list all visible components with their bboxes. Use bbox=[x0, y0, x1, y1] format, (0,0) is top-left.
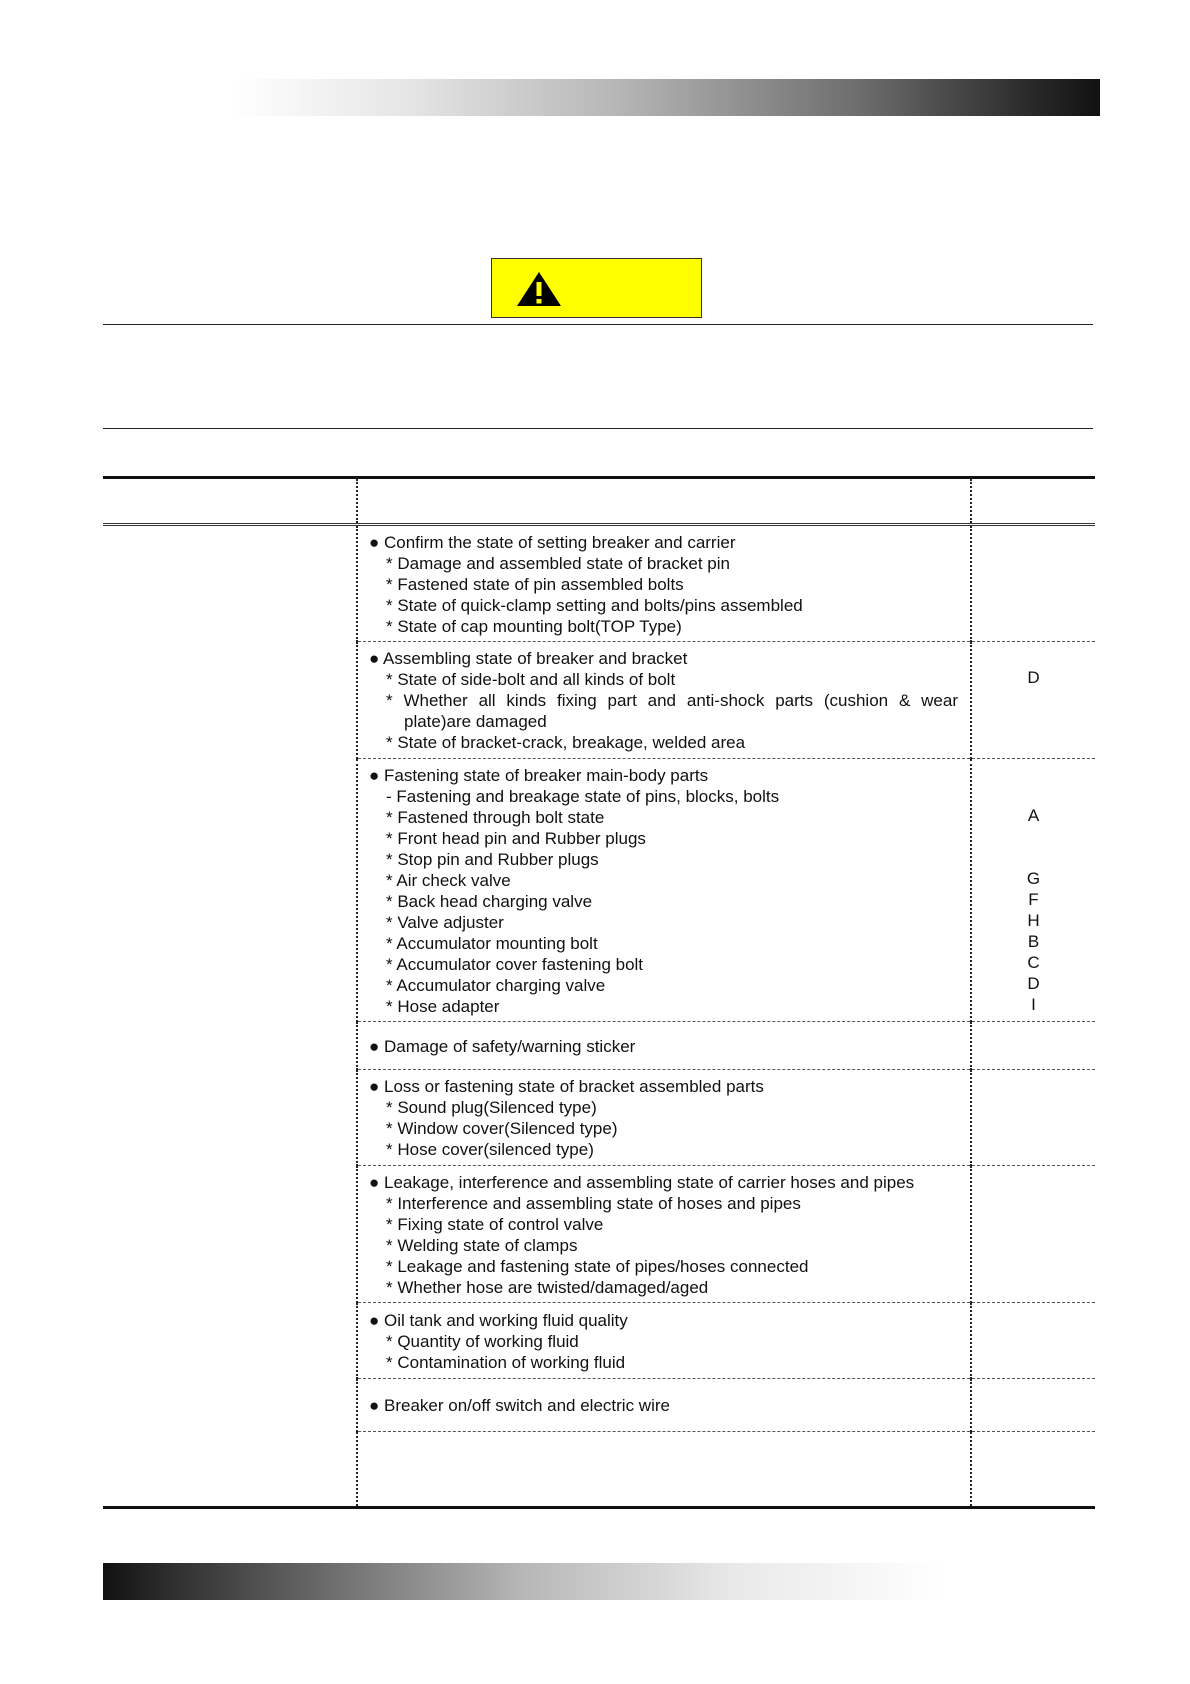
reference-code: F bbox=[1028, 890, 1039, 909]
check-item-line: * Valve adjuster bbox=[386, 912, 504, 932]
check-item-title: ● Fastening state of breaker main-body parts bbox=[369, 765, 709, 785]
check-item-title: ● Loss or fastening state of bracket assembled parts bbox=[369, 1077, 764, 1096]
reference-cell bbox=[971, 1070, 1095, 1166]
check-item-line: * Back head charging valve bbox=[386, 891, 593, 911]
check-item-line: plate)are damaged bbox=[404, 712, 547, 731]
check-item-line: * Leakage and fastening state of pipes/hoses connected bbox=[386, 1256, 809, 1276]
check-item-line: * Quantity of working fluid bbox=[386, 1331, 579, 1351]
check-item-title: ● Leakage, interference and assembling state of carrier hoses and pipes bbox=[369, 1172, 915, 1192]
header-cell bbox=[103, 478, 357, 525]
empty-cell bbox=[103, 1432, 357, 1508]
warning-triangle-icon bbox=[515, 270, 563, 308]
reference-cell bbox=[971, 1379, 1095, 1432]
check-item-line: * Damage and assembled state of bracket pin bbox=[386, 553, 730, 573]
check-item-line: * Interference and assembling state of hoses and pipes bbox=[386, 1193, 801, 1213]
footer-gradient-band bbox=[103, 1563, 945, 1600]
table-row-empty bbox=[103, 1432, 1095, 1508]
check-item-cell bbox=[357, 1070, 971, 1166]
check-item-title: ● Assembling state of breaker and bracket bbox=[369, 649, 688, 668]
check-item-line: * Accumulator charging valve bbox=[386, 975, 606, 995]
check-item-cell bbox=[357, 642, 971, 759]
caution-label bbox=[491, 258, 702, 318]
check-item-line: * Fastened state of pin assembled bolts bbox=[386, 574, 684, 594]
reference-cell bbox=[971, 759, 1095, 1022]
check-item-line: * Welding state of clamps bbox=[386, 1235, 578, 1255]
reference-cell bbox=[971, 1022, 1095, 1070]
reference-code: H bbox=[1027, 911, 1040, 930]
check-item-line: * Stop pin and Rubber plugs bbox=[386, 849, 599, 869]
reference-code: D bbox=[1027, 974, 1040, 993]
reference-cell bbox=[971, 1303, 1095, 1379]
reference-code: G bbox=[1026, 869, 1041, 888]
header-gradient-band bbox=[230, 79, 1100, 116]
header-cell bbox=[357, 478, 971, 525]
check-item-line: * Fastened through bolt state bbox=[386, 807, 605, 827]
divider-line bbox=[103, 324, 1093, 325]
check-item-line: * Window cover(Silenced type) bbox=[386, 1119, 618, 1138]
check-item-line: * State of side-bolt and all kinds of bolt bbox=[386, 670, 676, 689]
check-item-line: - Fastening and breakage state of pins, blocks, bolts bbox=[386, 786, 780, 806]
check-item-line: * Accumulator mounting bolt bbox=[386, 933, 598, 953]
check-item-cell bbox=[357, 1166, 971, 1303]
check-item-line: * Front head pin and Rubber plugs bbox=[386, 828, 646, 848]
check-item-line: * Hose adapter bbox=[386, 996, 500, 1016]
reference-code-list bbox=[972, 805, 1095, 1015]
check-item-line: * Fixing state of control valve bbox=[386, 1214, 604, 1234]
check-item-cell bbox=[357, 1303, 971, 1379]
check-item-line: * Contamination of working fluid bbox=[386, 1352, 626, 1372]
check-item-line: * Air check valve bbox=[386, 870, 511, 890]
empty-cell bbox=[357, 1432, 971, 1508]
spacer bbox=[972, 826, 1095, 847]
reference-code: I bbox=[1031, 995, 1036, 1014]
check-item-title: ● Damage of safety/warning sticker bbox=[369, 1036, 636, 1056]
table-header-row bbox=[103, 478, 1095, 525]
check-item-line: * Hose cover(silenced type) bbox=[386, 1140, 594, 1159]
reference-code: A bbox=[1027, 806, 1040, 825]
reference-cell bbox=[971, 1166, 1095, 1303]
table-row bbox=[103, 525, 1095, 642]
empty-cell bbox=[971, 1432, 1095, 1508]
check-item-title: ● Breaker on/off switch and electric wire bbox=[369, 1396, 670, 1415]
check-item-cell bbox=[357, 1022, 971, 1070]
check-item-line: * State of quick-clamp setting and bolts/pins assembled bbox=[386, 595, 803, 615]
check-item-line: * State of cap mounting bolt(TOP Type) bbox=[386, 616, 682, 636]
check-item-cell bbox=[357, 525, 971, 642]
check-item-title: ● Oil tank and working fluid quality bbox=[369, 1310, 628, 1330]
check-item-line: * Whether all kinds fixing part and anti-shock parts (cushion & wear bbox=[386, 691, 958, 710]
reference-code: C bbox=[1027, 953, 1040, 972]
reference-code: B bbox=[1027, 932, 1040, 951]
divider-line bbox=[103, 428, 1093, 429]
check-item-line: * Accumulator cover fastening bolt bbox=[386, 954, 644, 974]
check-item-line: * Whether hose are twisted/damaged/aged bbox=[386, 1277, 709, 1297]
category-cell bbox=[103, 525, 357, 1432]
header-cell bbox=[971, 478, 1095, 525]
reference-cell bbox=[971, 525, 1095, 642]
check-item-line: * State of bracket-crack, breakage, welded area bbox=[386, 733, 746, 752]
spacer bbox=[972, 847, 1095, 868]
reference-code: D bbox=[1027, 668, 1040, 687]
reference-cell bbox=[971, 642, 1095, 759]
check-item-title: ● Confirm the state of setting breaker and carrier bbox=[369, 532, 736, 552]
check-item-cell bbox=[357, 1379, 971, 1432]
check-item-line: * Sound plug(Silenced type) bbox=[386, 1098, 597, 1117]
check-item-cell bbox=[357, 759, 971, 1022]
inspection-table bbox=[103, 476, 1095, 1509]
